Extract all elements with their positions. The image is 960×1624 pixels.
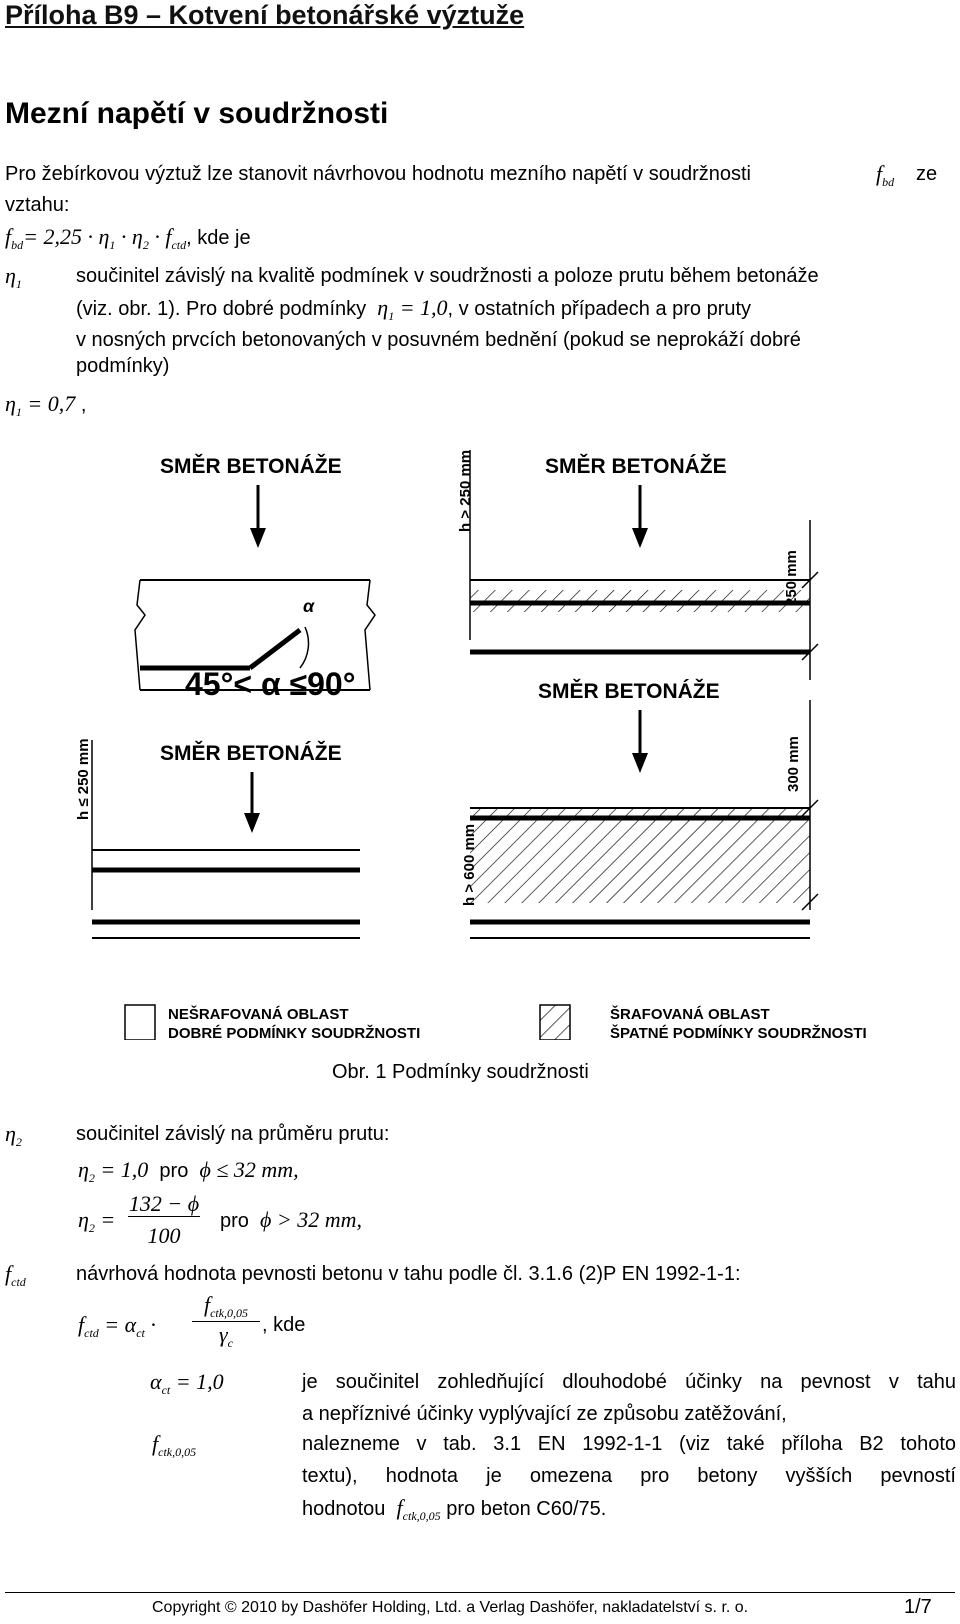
fctd-frac-num: $f_{ctk,0,05}$ — [192, 1292, 260, 1322]
legend-unhatched-1: NEŠRAFOVANÁ OBLAST — [168, 1006, 349, 1023]
alpha-ct-eq: $\alpha_{ct} = 1,0$ — [150, 1369, 224, 1397]
eta2-frac-den: 100 — [147, 1223, 181, 1248]
bond-conditions-figure — [0, 440, 960, 1040]
eta2-symbol: $\eta_2$ — [5, 1121, 22, 1149]
eta1-symbol: $\eta_1$ — [5, 263, 22, 291]
eta1-desc-1: součinitel závislý na kvalitě podmínek v soudržnosti a poloze prutu během betonáže — [76, 265, 819, 287]
footer-copyright: Copyright © 2010 by Dashöfer Holding, Ltd. a Verlag Dashöfer, nakladatelství s. r. o. — [152, 1599, 749, 1616]
dim-250-label: 250 mm — [783, 550, 800, 606]
page-header-title: Příloha B9 – Kotvení betonářské výztuže — [5, 0, 525, 30]
fctk-symbol: $f_{ctk,0,05}$ — [152, 1431, 197, 1459]
alpha-label: α — [303, 596, 315, 616]
h250-gt-label: h > 250 mm — [457, 449, 474, 532]
legend-hatched-1: ŠRAFOVANÁ OBLAST — [610, 1006, 770, 1023]
eta1-desc-4: podmínky) — [76, 355, 170, 377]
fctd-formula: $f_{ctd} = \alpha_{ct}$ · — [78, 1312, 156, 1340]
direction-label-3: SMĚR BETONÁŽE — [160, 742, 342, 765]
direction-label-4: SMĚR BETONÁŽE — [538, 680, 720, 703]
eta2-case-1: $\eta_2 = 1,0$ pro ϕ ≤ 32 mm, — [78, 1157, 299, 1185]
section-title: Mezní napětí v soudržnosti — [5, 97, 389, 130]
angle-label: 45°< α ≤90° — [185, 666, 356, 702]
eta1-desc-2: (viz. obr. 1). Pro dobré podmínky $\eta_1 = 1,0$, v ostatních případech a pro pruty — [76, 295, 752, 323]
fctd-tail: , kde — [262, 1314, 306, 1336]
eta2-case-2-cond: pro ϕ > 32 mm, — [220, 1207, 363, 1232]
fctd-desc: návrhová hodnota pevnosti betonu v tahu podle čl. 3.1.6 (2)P EN 1992-1-1: — [76, 1263, 741, 1285]
fctk-desc-1: nalezneme v tab. 3.1 EN 1992-1-1 (viz také příloha B2 tohoto — [302, 1433, 956, 1455]
formula-fbd: $f_{bd}= 2,25 \cdot \eta_1 \cdot \eta_2 \cdot f_{ctd}$, kde je — [5, 224, 251, 252]
eta2-frac-num: 132 − ϕ — [128, 1191, 200, 1216]
h250-le-label: h ≤ 250 mm — [75, 738, 92, 820]
eta1-value: $\eta_1 = 0,7$ , — [5, 391, 87, 419]
eta2-case-2: $\eta_2$ = — [78, 1207, 116, 1235]
hatched-zone-bottom — [470, 808, 810, 903]
figure-caption: Obr. 1 Podmínky soudržnosti — [332, 1061, 589, 1083]
fctk-desc-3: hodnotou $f_{ctk,0,05}$ pro beton C60/75. — [302, 1495, 607, 1523]
fctd-frac-den: $\gamma_c$ — [219, 1322, 233, 1350]
footer-rule — [5, 1592, 955, 1593]
legend-hatched-2: ŠPATNÉ PODMÍNKY SOUDRŽNOSTI — [610, 1025, 867, 1040]
eta1-desc-3: v nosných prvcích betonovaných v posuvném bednění (pokud se neprokáží dobré — [76, 329, 801, 351]
alpha-ct-desc-1: je součinitel zohledňující dlouhodobé účinky na pevnost v tahu — [302, 1371, 956, 1393]
legend-hatched-swatch — [540, 1005, 570, 1040]
legend-unhatched-2: DOBRÉ PODMÍNKY SOUDRŽNOSTI — [168, 1025, 421, 1040]
rebar-inclined — [250, 630, 300, 668]
intro-line-1-end: ze — [916, 163, 938, 185]
legend-unhatched-swatch — [125, 1005, 155, 1040]
alpha-ct-desc-2: a nepříznivé účinky vyplývající ze způsobu zatěžování, — [302, 1403, 787, 1425]
eta2-desc: součinitel závislý na průměru prutu: — [76, 1123, 390, 1145]
fctk-desc-2: textu), hodnota je omezena pro betony vyšších pevností — [302, 1465, 956, 1487]
h600-gt-label: h > 600 mm — [461, 823, 478, 906]
intro-line-1: Pro žebírkovou výztuž lze stanovit návrhovou hodnotu mezního napětí v soudržnosti — [5, 163, 751, 185]
intro-line-2: vztahu: — [5, 194, 70, 216]
footer-page-number: 1/7 — [904, 1596, 932, 1618]
direction-label-2: SMĚR BETONÁŽE — [545, 455, 727, 478]
fctd-symbol: $f_{ctd}$ — [5, 1261, 26, 1289]
dim-300-label: 300 mm — [785, 736, 802, 792]
direction-label-1: SMĚR BETONÁŽE — [160, 455, 342, 478]
fbd-symbol: $f_{bd}$ — [876, 161, 895, 189]
